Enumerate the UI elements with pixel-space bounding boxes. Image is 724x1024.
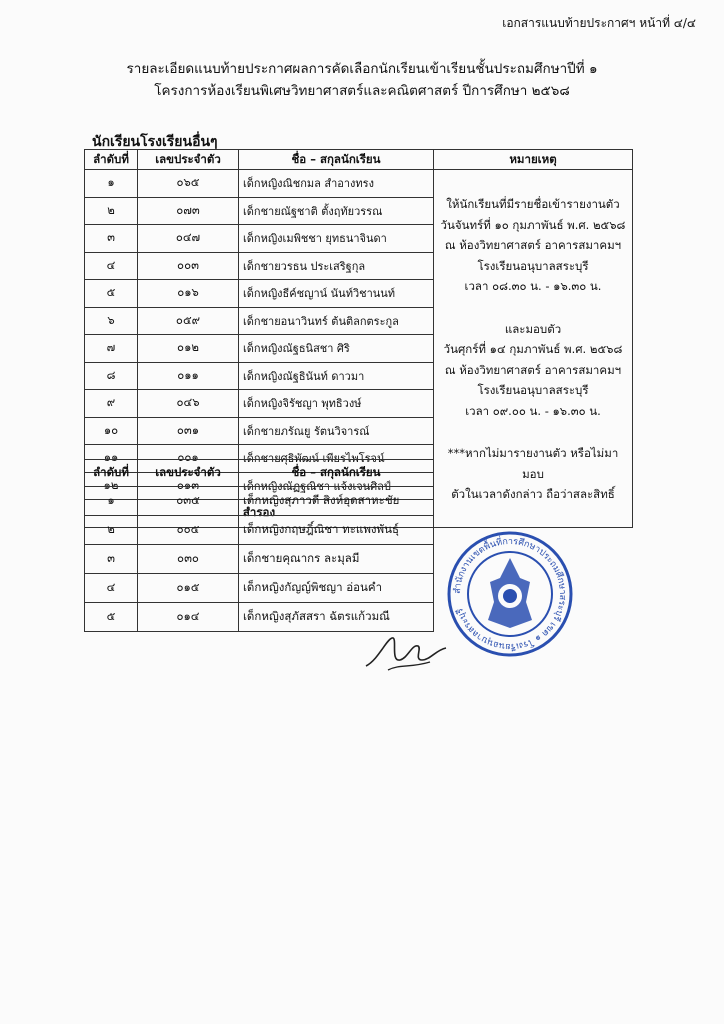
reserve-header-row xyxy=(85,460,434,487)
table-row xyxy=(85,603,434,632)
student-order: ๑ xyxy=(85,170,138,198)
reserve-heading: สำรอง xyxy=(85,500,434,528)
reserves-table xyxy=(84,459,434,632)
remark-line: และมอบตัว xyxy=(504,321,562,336)
remark-line: ***หากไม่มารายงานตัว หรือไม่มามอบ xyxy=(447,446,619,481)
student-name: เด็กชายศุธิพัฒน์ เพียรไพโรจน์ xyxy=(239,445,434,473)
remark-line: ตัวในเวลาดังกล่าว ถือว่าสละสิทธิ์ xyxy=(451,487,615,501)
reserve-id: ๐๓๐ xyxy=(138,545,239,574)
table-row xyxy=(85,545,434,574)
page-reference: เอกสารแนบท้ายประกาศฯ หน้าที่ ๔/๔ xyxy=(502,16,696,30)
column-header-remark: หมายเหตุ xyxy=(434,150,633,170)
student-name: เด็กหญิงณัฐธินันท์ ดาวมา xyxy=(239,362,434,390)
reserve-name: เด็กหญิงสุภัสสรา ฉัตรแก้วมณี xyxy=(239,603,434,632)
student-id: ๐๑๖ xyxy=(138,280,239,308)
reserve-id: ๐๓๕ xyxy=(138,487,239,516)
remark-line: ณ ห้องวิทยาศาสตร์ อาคารสมาคมฯ xyxy=(444,238,622,252)
student-order: ๑๒ xyxy=(85,472,138,500)
student-name: เด็กชายอนาวินทร์ ต้นติลกตระกูล xyxy=(239,307,434,335)
table-row xyxy=(85,516,434,545)
reserve-name: เด็กหญิงกฤษฎิ์ณิชา ทะแพงพันธุ์ xyxy=(239,516,434,545)
remark-line: โรงเรียนอนุบาลสระบุรี xyxy=(477,258,589,273)
reserve-order: ๕ xyxy=(85,603,138,632)
student-id: ๐๔๗ xyxy=(138,225,239,253)
student-id: ๐๓๑ xyxy=(138,417,239,445)
reserve-id: ๐๑๔ xyxy=(138,603,239,632)
student-order: ๒ xyxy=(85,197,138,225)
table-row xyxy=(85,487,434,516)
reserve-column-header-id: เลขประจำตัว xyxy=(138,460,239,487)
group-heading: นักเรียนโรงเรียนอื่นๆ xyxy=(92,134,218,150)
remark-line: เวลา ๐๘.๓๐ น. - ๑๖.๓๐ น. xyxy=(464,279,602,293)
reserve-id: ๐๑๕ xyxy=(138,574,239,603)
reserve-order: ๔ xyxy=(85,574,138,603)
student-id: ๐๔๖ xyxy=(138,390,239,418)
remark-line: โรงเรียนอนุบาลสระบุรี xyxy=(477,383,589,397)
student-name: เด็กชายวรธน ประเสริฐกุล xyxy=(239,252,434,280)
reserve-id: ๐๐๕ xyxy=(138,516,239,545)
table-row xyxy=(85,574,434,603)
document-title xyxy=(0,58,724,102)
student-id: ๐๗๓ xyxy=(138,197,239,225)
student-name: เด็กหญิงธีค์ชญาน์ นันท์วิชานนท์ xyxy=(239,280,434,308)
student-name: เด็กหญิงจิรัชญา พุทธิวงษ์ xyxy=(239,390,434,418)
reserve-column-header-name: ชื่อ – สกุลนักเรียน xyxy=(239,460,434,487)
remark-cell xyxy=(434,170,633,528)
table-header-row xyxy=(85,150,633,170)
title-line-2: โครงการห้องเรียนพิเศษวิทยาศาสตร์และคณิตศาสตร์ ปีการศึกษา ๒๕๖๘ xyxy=(154,83,570,99)
student-id: ๐๕๙ xyxy=(138,307,239,335)
remark-line: เวลา ๐๙.๐๐ น. - ๑๖.๓๐ น. xyxy=(465,403,601,418)
remark-block-2 xyxy=(438,319,628,422)
remark-block-3 xyxy=(438,443,628,505)
student-order: ๑๐ xyxy=(85,417,138,445)
student-id: ๐๑๒ xyxy=(138,335,239,363)
reserve-name: เด็กหญิงกัญญ์พิชญา อ่อนคำ xyxy=(239,574,434,603)
student-order: ๕ xyxy=(85,280,138,308)
column-header-order: ลำดับที่ xyxy=(85,150,138,170)
student-name: เด็กหญิงณัฐธนิสชา ศิริ xyxy=(239,335,434,363)
student-name: เด็กหญิงเมพิชชา ยุทธนาจินดา xyxy=(239,225,434,253)
student-name: เด็กหญิงณัฏฐณิชา แจ้งเจนศิลป์ xyxy=(239,472,434,500)
student-id: ๐๐๑ xyxy=(138,445,239,473)
student-id: ๐๖๕ xyxy=(138,170,239,198)
student-order: ๑๑ xyxy=(85,445,138,473)
signature-icon xyxy=(360,630,450,676)
remark-block-1 xyxy=(438,194,628,297)
reserve-order: ๒ xyxy=(85,516,138,545)
student-order: ๖ xyxy=(85,307,138,335)
reserve-name: เด็กชายคุณากร ละมุลมี xyxy=(239,545,434,574)
student-order: ๘ xyxy=(85,362,138,390)
table-row xyxy=(85,170,633,198)
reserve-name: เด็กหญิงสุภาวดี สิงห์อุดสาหะชัย xyxy=(239,487,434,516)
student-order: ๗ xyxy=(85,335,138,363)
student-name: เด็กชายณัฐชาติ ตั้งฤทัยวรรณ xyxy=(239,197,434,225)
reserve-column-header-order: ลำดับที่ xyxy=(85,460,138,487)
student-id: ๐๑๓ xyxy=(138,472,239,500)
remark-line: ให้นักเรียนที่มีรายชื่อเข้ารายงานตัว xyxy=(446,197,620,211)
student-id: ๐๐๓ xyxy=(138,252,239,280)
reserve-order: ๑ xyxy=(85,487,138,516)
remark-line: วันศุกร์ที่ ๑๔ กุมภาพันธ์ พ.ศ. ๒๕๖๘ xyxy=(443,342,623,356)
column-header-id: เลขประจำตัว xyxy=(138,150,239,170)
school-seal-stamp xyxy=(446,530,574,658)
student-order: ๔ xyxy=(85,252,138,280)
remark-line: ณ ห้องวิทยาศาสตร์ อาคารสมาคมฯ xyxy=(444,362,622,377)
student-name: เด็กหญิงณิชกมล สำอางทรง xyxy=(239,170,434,198)
reserve-order: ๓ xyxy=(85,545,138,574)
remark-line: วันจันทร์ที่ ๑๐ กุมภาพันธ์ พ.ศ. ๒๕๖๘ xyxy=(440,217,626,232)
title-line-1: รายละเอียดแนบท้ายประกาศผลการคัดเลือกนักเรียนเข้าเรียนชั้นประถมศึกษาปีที่ ๑ xyxy=(126,61,598,77)
student-name: เด็กชายภรัณยู รัตนวิจารณ์ xyxy=(239,417,434,445)
svg-text:สำนักงานเขตพื้นที่การศึกษาประถ: สำนักงานเขตพื้นที่การศึกษาประถมศึกษาสระบุรี เขต ๑ โรงเรียนอนุบาลสระบุรี xyxy=(452,536,568,652)
student-order: ๙ xyxy=(85,390,138,418)
column-header-name: ชื่อ – สกุลนักเรียน xyxy=(239,150,434,170)
student-order: ๓ xyxy=(85,225,138,253)
student-id: ๐๑๑ xyxy=(138,362,239,390)
